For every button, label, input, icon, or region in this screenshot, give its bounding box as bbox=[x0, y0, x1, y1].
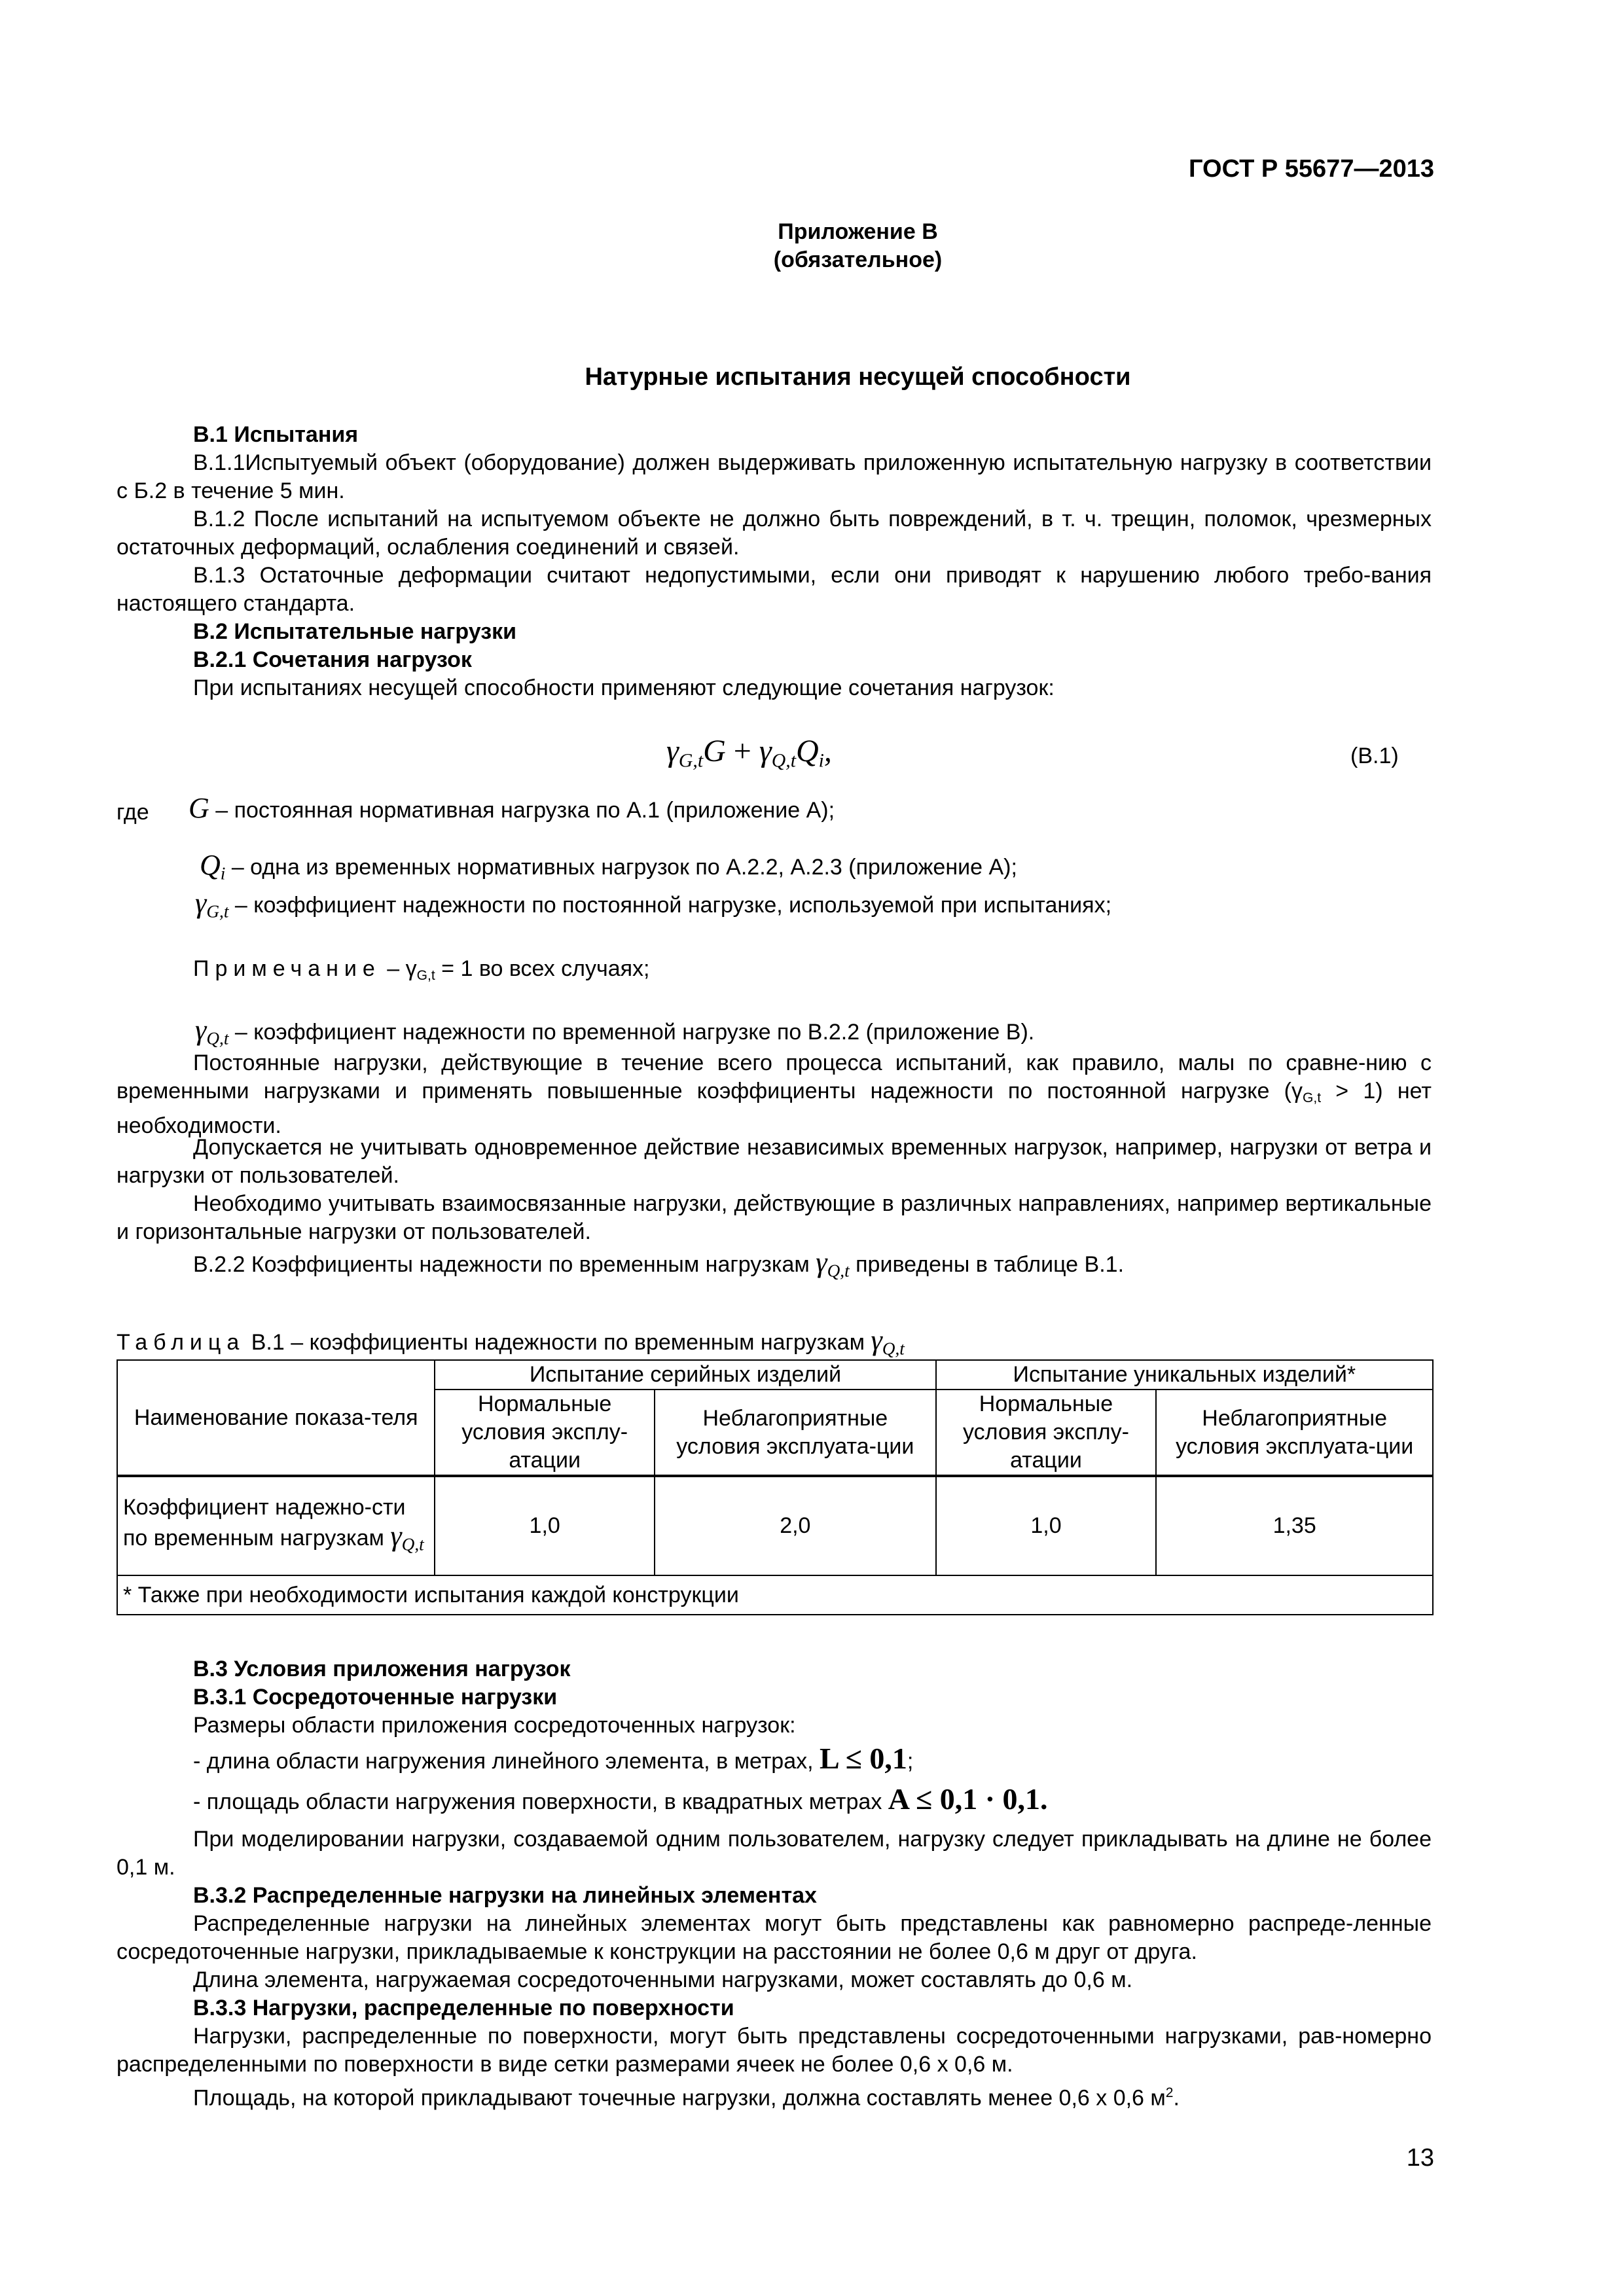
where-q-line: $Q_i$ – одна из временных нормативных нагрузок по А.2.2, А.2.3 (приложение А); bbox=[200, 849, 1017, 884]
paragraph-distributed: Распределенные нагрузки на линейных элементах могут быть представлены как равномерно распреде-ленные сосредоточенные нагрузки, прикладываемые к конструкции на расстоянии не более 0,6 м друг от друга. bbox=[117, 1911, 1432, 1964]
list-item-area: - площадь области нагружения поверхности, в квадратных метрах A ≤ 0,1 · 0,1. bbox=[193, 1782, 1048, 1816]
cell-value: 1,0 bbox=[435, 1476, 655, 1575]
section-b33-heading: В.3.3 Нагрузки, распределенные по поверхности bbox=[193, 1996, 734, 2020]
paragraph-b21-intro: При испытаниях несущей способности применяют следующие сочетания нагрузок: bbox=[193, 675, 1055, 700]
cell-value: 1,0 bbox=[936, 1476, 1157, 1575]
section-b32-heading: В.3.2 Распределенные нагрузки на линейных элементах bbox=[193, 1883, 817, 1908]
section-b21-heading: В.2.1 Сочетания нагрузок bbox=[193, 647, 472, 672]
where-gamma-q-line: $\gamma_{Q,t}$ – коэффициент надежности по временной нагрузке по В.2.2 (приложение В). bbox=[195, 1014, 1035, 1049]
paragraph-b1-3: В.1.3 Остаточные деформации считают недопустимыми, если они приводят к нарушению любого требо-вания настоящего стандарта. bbox=[117, 563, 1432, 616]
cell-value: 2,0 bbox=[655, 1476, 936, 1575]
row-label: Коэффициент надежно-сти по временным нагрузкам $\gamma_{Q,t}$ bbox=[117, 1476, 435, 1575]
list-item-length: - длина области нагружения линейного элемента, в метрах, L ≤ 0,1; bbox=[193, 1742, 914, 1775]
table-footnote: * Также при необходимости испытания каждой конструкции bbox=[117, 1575, 1433, 1615]
header-adverse-unique: Неблагоприятные условия эксплуата-ции bbox=[1156, 1390, 1433, 1476]
formula-b1: $\gamma_{G,t}G + \gamma_{Q,t}Q_i$, bbox=[666, 734, 832, 772]
header-unique: Испытание уникальных изделий* bbox=[936, 1360, 1433, 1390]
paragraph-b22: В.2.2 Коэффициенты надежности по временным нагрузкам $\gamma_{Q,t}$ приведены в таблице В.1. bbox=[193, 1246, 1125, 1281]
paragraph-necessary: Необходимо учитывать взаимосвязанные нагрузки, действующие в различных направлениях, например вертикальные и горизонтальные нагрузки от пользователей. bbox=[117, 1191, 1432, 1244]
annex-status: (обязательное) bbox=[773, 247, 943, 272]
header-normal-unique: Нормальные условия эксплу-атации bbox=[936, 1390, 1157, 1476]
section-b2-heading: В.2 Испытательные нагрузки bbox=[193, 619, 517, 644]
annex-title: Приложение В bbox=[778, 219, 938, 244]
coefficients-table bbox=[117, 1359, 1434, 1615]
note-label: Примечание bbox=[193, 956, 381, 981]
where-word: где bbox=[117, 800, 149, 825]
paragraph-b1-2: В.1.2 После испытаний на испытуемом объекте не должно быть повреждений, в т. ч. трещин, поломок, чрезмерных остаточных деформаций, ослабления соединений и связей. bbox=[117, 507, 1432, 560]
cell-value: 1,35 bbox=[1156, 1476, 1433, 1575]
paragraph-surface: Нагрузки, распределенные по поверхности, могут быть представлены сосредоточенными нагрузками, рав-номерно распределенными по поверхности в виде сетки размерами ячеек не более 0,6 х 0,6 м. bbox=[117, 2024, 1432, 2077]
standard-header: ГОСТ Р 55677—2013 bbox=[1189, 155, 1434, 183]
paragraph-allowed: Допускается не учитывать одновременное действие независимых временных нагрузок, например, нагрузки от ветра и нагрузки от пользователей. bbox=[117, 1135, 1432, 1188]
paragraph-b31-intro: Размеры области приложения сосредоточенных нагрузок: bbox=[193, 1713, 796, 1738]
paragraph-b1-1: В.1.1Испытуемый объект (оборудование) должен выдерживать приложенную испытательную нагрузку в соответствии с Б.2 в течение 5 мин. bbox=[117, 450, 1432, 503]
table-caption: Таблица В.1 – коэффициенты надежности по временным нагрузкам $\gamma_{Q,t}$ bbox=[117, 1324, 905, 1359]
header-adverse-serial: Неблагоприятные условия эксплуата-ции bbox=[655, 1390, 936, 1476]
section-b3-heading: В.3 Условия приложения нагрузок bbox=[193, 1657, 571, 1681]
paragraph-modelling: При моделировании нагрузки, создаваемой одним пользователем, нагрузку следует прикладывать на длине не более 0,1 м. bbox=[117, 1827, 1432, 1880]
main-title: Натурные испытания несущей способности bbox=[585, 363, 1131, 391]
section-b31-heading: В.3.1 Сосредоточенные нагрузки bbox=[193, 1685, 558, 1710]
paragraph-length: Длина элемента, нагружаемая сосредоточенными нагрузками, может составлять до 0,6 м. bbox=[193, 1967, 1133, 1992]
where-g-line: G – постоянная нормативная нагрузка по А.1 (приложение А); bbox=[189, 792, 835, 824]
paragraph-area: Площадь, на которой прикладывают точечные нагрузки, должна составлять менее 0,6 х 0,6 $м^2$. bbox=[193, 2085, 1180, 2111]
section-b1-heading: В.1 Испытания bbox=[193, 422, 359, 447]
page-number: 13 bbox=[1406, 2144, 1434, 2172]
header-normal-serial: Нормальные условия эксплу-атации bbox=[435, 1390, 655, 1476]
header-name: Наименование показа-теля bbox=[117, 1360, 435, 1476]
where-gamma-g-line: $\gamma_{G,t}$ – коэффициент надежности по постоянной нагрузке, используемой при испытаниях; bbox=[195, 887, 1112, 922]
header-serial: Испытание серийных изделий bbox=[435, 1360, 935, 1390]
formula-number: (В.1) bbox=[1350, 744, 1399, 768]
note-line: Примечание – $\gamma_{G,t} = 1$ во всех случаях; bbox=[193, 956, 650, 983]
paragraph-permanent-loads: Постоянные нагрузки, действующие в течение всего процесса испытаний, как правило, малы по сравне-нию с временными нагрузками и применять повышенные коэффициенты надежности по постоянной нагрузке $(\gamma_{G,t} > 1)$ нет необходимости. bbox=[117, 1050, 1432, 1138]
